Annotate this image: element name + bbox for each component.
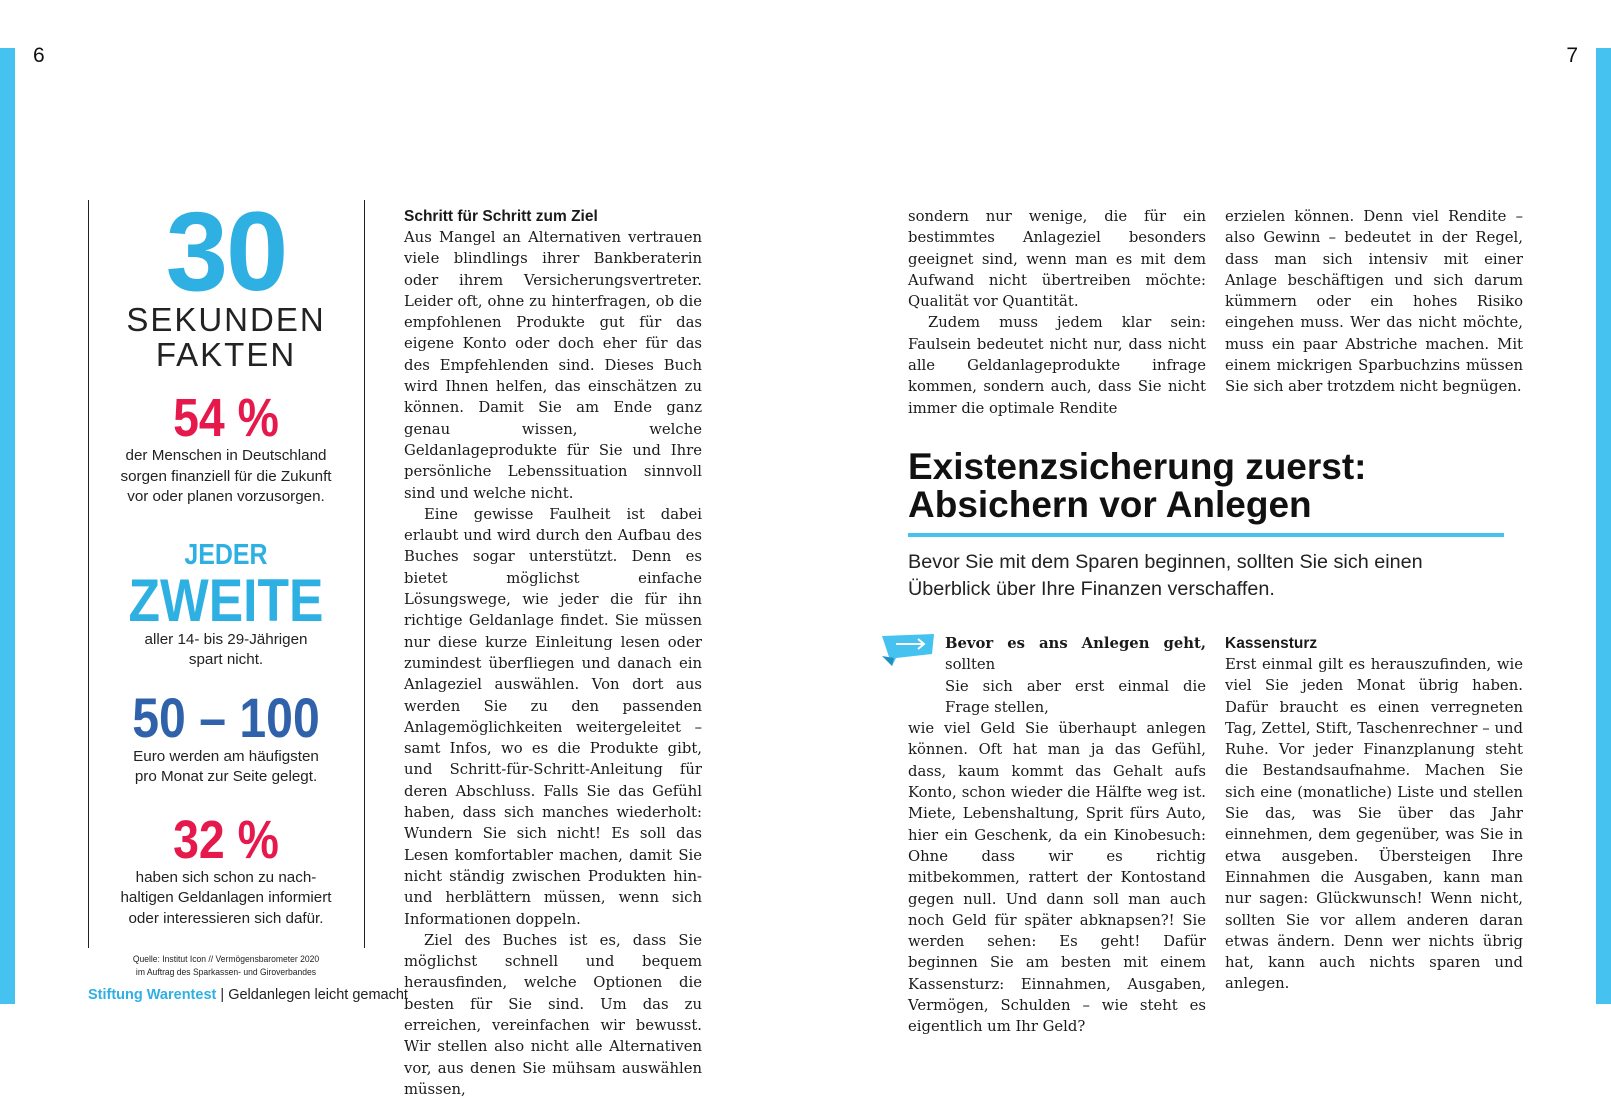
section-lead: Bevor Sie mit dem Sparen beginnen, sollten Sie sich einen Überblick über Ihre Finanzen verschaffen.	[908, 551, 1423, 600]
paragraph: Erst einmal gilt es herauszufinden, wie viel Sie jeden Monat übrig haben. Dafür braucht es einen verregneten Tag, Zettel, Stift, Taschenrechner – und Ruhe. Vor jeder Finanzplanung steht die Bestandsaufnahme. Machen Sie sich eine (monatliche) Liste und stellen Sie das, was Sie über das Jahr einnehmen, dem gegenüber, was Sie in etwa ausgeben. Übersteigen Ihre Einnahmen die Ausgaben, kann man nur sagen: Glückwunsch! Wenn nicht, sollten Sie vor allem anderen daran etwas ändern. Denn wer nichts übrig hat, kann auch nichts sparen und anlegen.	[1225, 656, 1523, 993]
sekunden-label: SEKUNDEN	[126, 301, 326, 338]
footer	[88, 987, 408, 1003]
stat2-text: aller 14- bis 29-Jährigen spart nicht.	[144, 630, 308, 668]
section-heading-kassensturz: Kassensturz	[1225, 635, 1318, 652]
facts-left-rule	[88, 200, 89, 948]
paragraph: Zudem muss jedem klar sein: Faulsein bedeutet nicht nur, dass nicht alle Geldanlageprodukte infrage kommen, sondern auch, dass Sie nicht immer die optimale Rendite	[908, 314, 1206, 417]
right-bottom-column-a	[908, 633, 1206, 1038]
stat2-top: JEDER	[184, 538, 268, 571]
page-number-right: 7	[1566, 44, 1578, 67]
paragraph: Eine gewisse Faulheit ist dabei erlaubt und wird durch den Aufbau des Buches sogar unterstützt. Denn es bietet möglichst einfache Lösungswege, wie jeder die für ihn richtige Geldanlage findet. Sie müssen nur diese kurze Einleitung lesen oder zumindest überfliegen und danach ein Anlageziel auswählen. Von dort aus werden Sie zu den passenden Anlagemöglichkeiten weitergeleitet – samt Infos, wo es die Produkte gibt, und Schritt-für-Schritt-Anleitung für deren Abschluss. Falls Sie das Gefühl haben, dass sich manches wiederholt: Wundern Sie sich nicht! Es soll das Lesen komfortabler machen, damit Sie nicht ständig zwischen Produkten hin- und herblättern müssen, wenn sich Informationen doppeln.	[404, 505, 702, 928]
stat4-text: haben sich schon zu nach- haltigen Geldanlagen informiert oder interessieren sich dafür.	[120, 868, 332, 927]
fakten-label: FAKTEN	[155, 336, 297, 373]
footer-title: Geldanlegen leicht gemacht	[228, 987, 408, 1003]
footer-brand: Stiftung Warentest	[88, 987, 217, 1003]
left-edge-bar	[0, 48, 15, 1004]
stat3-text: Euro werden am häufigsten pro Monat zur Seite gelegt.	[133, 747, 319, 785]
right-top-column-b	[1225, 206, 1523, 398]
left-text-column	[404, 206, 702, 1100]
stat3-value: 50 – 100	[132, 685, 320, 749]
section-heading: Existenzsicherung zuerst: Absichern vor Anlegen	[908, 446, 1367, 525]
page-number-left: 6	[33, 44, 45, 67]
stat1-value: 54 %	[173, 388, 279, 448]
paragraph-intro: Bevor es ans Anlegen geht, sollten Sie sich aber erst einmal die Frage stellen, wie viel Geld Sie überhaupt anlegen können. Oft hat man ja das Gefühl, dass, kaum kommt das Gehalt aufs Konto, schon wieder die Hälfte weg ist. Miete, Lebenshaltung, Sprit fürs Auto, hier ein Geschenk, da ein Kinobesuch: Ohne dass wir es richtig mitbekommen, rattert der Kontostand gegen null. Und dann soll man auch noch Geld für später abknapsen?! Sie werden sehen: Es geht! Dafür beginnen Sie am besten mit einem Kassensturz: Einnahmen, Ausgaben, Vermögen, Schulden – wie steht es eigentlich um Ihr Geld?	[908, 635, 1206, 1036]
section-heading-schritt: Schritt für Schritt zum Ziel	[404, 208, 598, 225]
footer-separator: |	[220, 987, 225, 1003]
right-top-column-a	[908, 206, 1206, 419]
paragraph: Ziel des Buches ist es, dass Sie möglichst schnell und bequem herausfinden, welche Optionen die besten für Sie sind. Um das zu erreichen, vereinfachen wir bewusst. Wir stellen also nicht alle Alternativen vor, aus denen Sie mühsam auswählen müssen,	[404, 931, 702, 1098]
facts-box	[98, 189, 354, 979]
stat1-text: der Menschen in Deutschland sorgen finanziell für die Zukunft vor oder planen vorzusorgen.	[120, 447, 332, 505]
right-edge-bar	[1596, 48, 1611, 1004]
stat2-big: ZWEITE	[128, 566, 324, 634]
bold-lead: Bevor es ans Anlegen geht,	[945, 635, 1206, 652]
stat4-value: 32 %	[173, 809, 279, 870]
source-note: Quelle: Institut Icon // Vermögensbarometer 2020 im Auftrag des Sparkassen- und Giroverbandes	[132, 954, 320, 978]
big-number-30: 30	[165, 189, 287, 314]
paragraph: sondern nur wenige, die für ein bestimmtes Anlageziel besonders geeignet sind, wenn man es mit dem Aufwand nicht übertreiben möchte: Qualität vor Quantität.	[908, 208, 1206, 311]
paragraph: erzielen können. Denn viel Rendite – also Gewinn – bedeutet in der Regel, dass man sich intensiv mit einer Anlage beschäftigen und sich darum kümmern oder ein hohes Risiko eingehen muss. Wer das nicht möchte, muss ein paar Abstriche machen. Mit einem mickrigen Sparbuchzins müssen Sie sich aber trotzdem nicht begnügen.	[1225, 208, 1523, 396]
right-bottom-column-b	[1225, 633, 1523, 995]
paragraph: Aus Mangel an Alternativen vertrauen viele blindlings ihrer Bankberaterin oder ihrem Versicherungsvertreter. Leider oft, ohne zu hinterfragen, ob die empfohlenen Produkte gut für das eigene Konto oder doch eher für das des Empfehlenden sind. Dieses Buch wird Ihnen helfen, das einschätzen zu können. Damit Sie am Ende ganz genau wissen, welche Geldanlageprodukte für Sie und Ihre persönliche Lebenssituation sinnvoll sind und welche nicht.	[404, 229, 702, 502]
facts-right-rule	[364, 200, 365, 948]
heading-underline	[908, 533, 1504, 537]
